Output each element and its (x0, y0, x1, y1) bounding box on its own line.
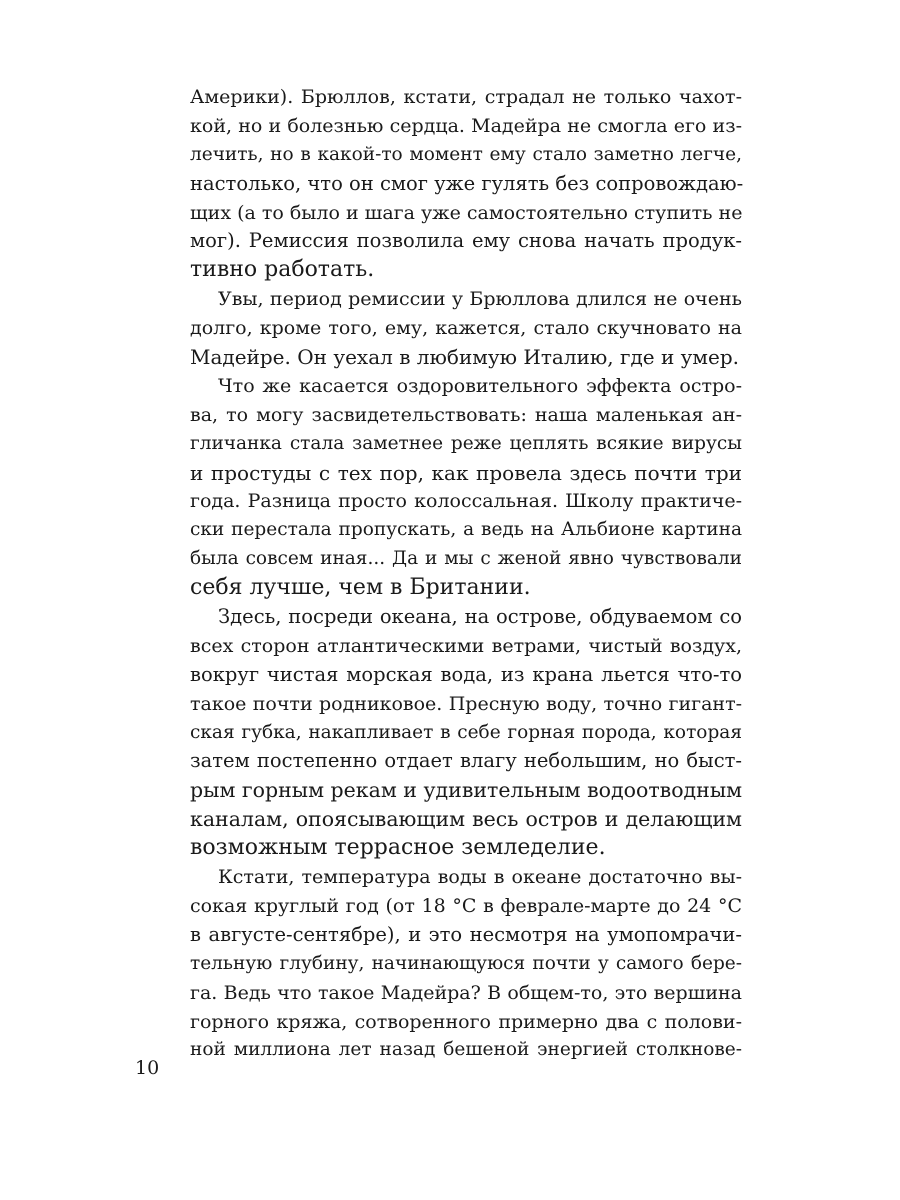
text-line: лечить, но в какой-то момент ему стало заметно легче, (190, 143, 742, 165)
text-line: ной миллиона лет назад бешеной энергией столкнове- (190, 1039, 742, 1061)
text-line: долго, кроме того, ему, кажется, стало скучновато на (190, 317, 742, 340)
text-line: была совсем иная... Да и мы с женой явно чувствовали (190, 548, 742, 570)
page-number: 10 (135, 1057, 160, 1079)
text-line: возможным террасное земледелие. (190, 835, 606, 861)
body-text (190, 83, 742, 1065)
text-line: в августе-сентябре), и это несмотря на умопомрачи- (190, 922, 742, 946)
text-line: га. Ведь что такое Мадейра? В общем-то, это вершина (190, 981, 742, 1004)
text-line: года. Разница просто колоссальная. Школу практиче- (190, 490, 742, 513)
text-line: всех сторон атлантическими ветрами, чистый воздух, (190, 634, 742, 657)
text-line: мог). Ремиссия позволила ему снова начать продук- (190, 229, 742, 253)
text-line: Мадейре. Он уехал в любимую Италию, где и умер. (190, 345, 739, 370)
text-line: сокая круглый год (от 18 °С в феврале-марте до 24 °С (190, 894, 742, 917)
text-line: себя лучше, чем в Британии. (190, 575, 531, 601)
text-line: и простуды с тех пор, как провела здесь почти три (190, 460, 742, 485)
text-line: Что же касается оздоровительного эффекта остро- (218, 374, 742, 397)
text-line: ва, то могу засвидетельствовать: наша маленькая ан- (190, 403, 742, 426)
text-line: гличанка стала заметнее реже цеплять всякие вирусы (190, 432, 742, 454)
text-line: горного кряжа, сотворенного примерно два с полови- (190, 1010, 742, 1033)
text-line: Америки). Брюллов, кстати, страдал не только чахот- (190, 86, 742, 108)
text-line: Кстати, температура воды в океане достаточно вы- (218, 866, 742, 889)
text-line: такое почти родниковое. Пресную воду, точно гигант- (190, 692, 742, 715)
text-line: каналам, опоясывающим весь остров и делающим (190, 807, 742, 832)
text-line: рым горным рекам и удивительным водоотводным (190, 778, 743, 803)
text-line: настолько, что он смог уже гулять без сопровождаю- (190, 171, 744, 195)
text-line: вокруг чистая морская вода, из крана льется что-то (190, 662, 742, 686)
text-line: затем постепенно отдает влагу небольшим, но быст- (190, 749, 742, 773)
text-line: тивно работать. (190, 257, 375, 283)
text-line: тельную глубину, начинающуюся почти у самого бере- (190, 952, 742, 974)
text-line: щих (а то было и шага уже самостоятельно ступить не (190, 201, 743, 224)
text-line: Здесь, посреди океана, на острове, обдуваемом со (218, 605, 742, 629)
text-line: ская губка, накапливает в себе горная порода, которая (190, 721, 742, 743)
text-line: Увы, период ремиссии у Брюллова длился не очень (218, 288, 742, 311)
text-line: кой, но и болезнью сердца. Мадейра не смогла его из- (190, 114, 742, 137)
text-line: ски перестала пропускать, а ведь на Альбионе картина (190, 519, 742, 541)
